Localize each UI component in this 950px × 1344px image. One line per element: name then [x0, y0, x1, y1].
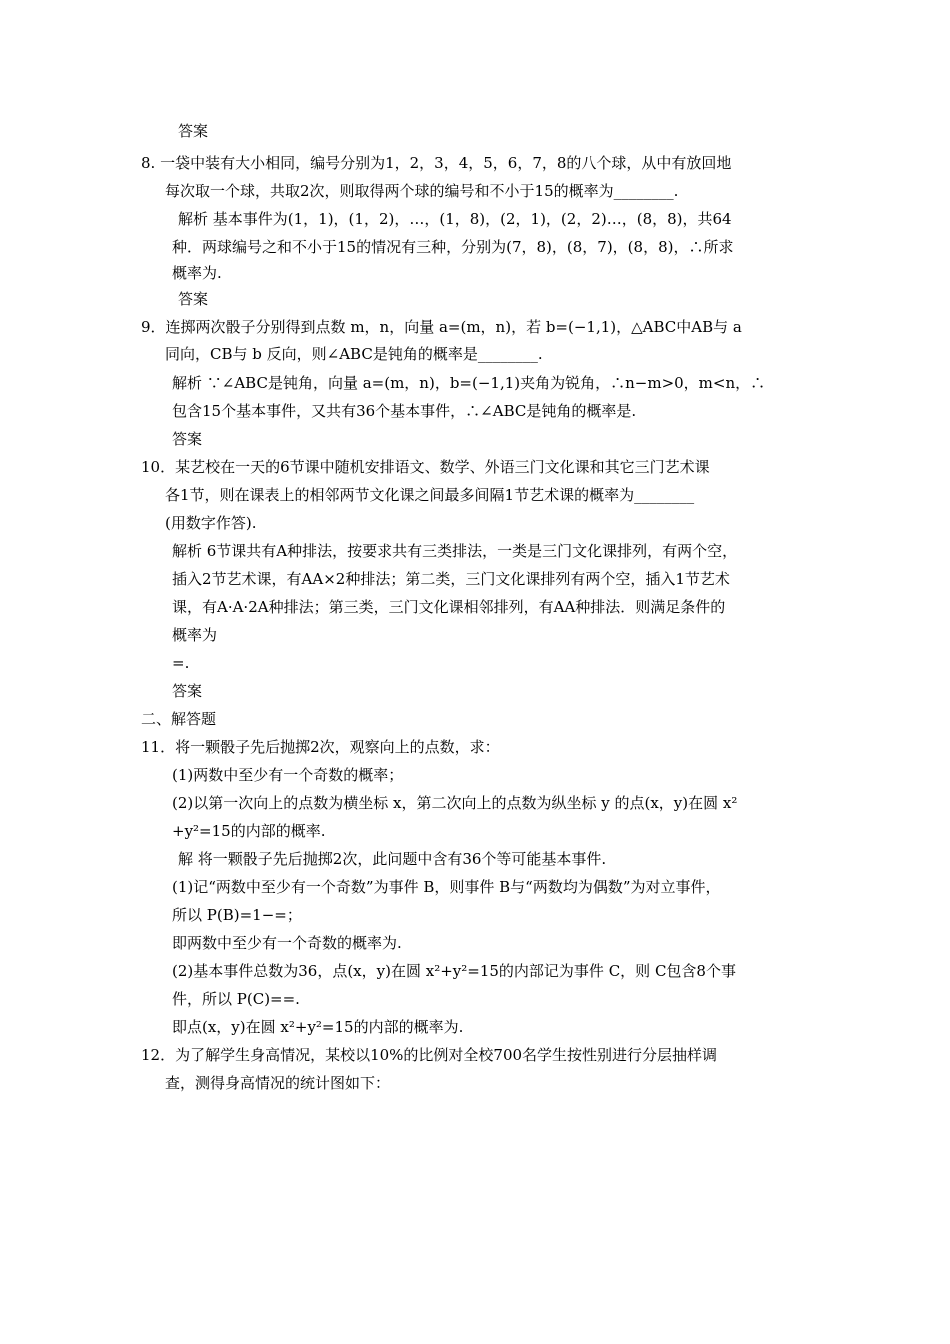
answer-label: 答案 — [178, 290, 209, 308]
problem-9-line-2: 同向，CB与 b 反向，则∠ABC是钝角的概率是________. — [165, 345, 543, 363]
problem-9-solution-line-2: 包含15个基本事件，又共有36个基本事件，∴∠ABC是钝角的概率是. — [172, 402, 637, 420]
problem-8-solution-line-1: 解析 基本事件为(1，1)，(1，2)，…，(1，8)，(2，1)，(2，2)…，(8，8)，共64 — [178, 210, 732, 228]
problem-11-part-1: (1)两数中至少有一个奇数的概率； — [172, 766, 404, 784]
problem-11-solution-2-line-2: 件，所以 P(C)==. — [172, 990, 300, 1008]
section-heading: 二、解答题 — [141, 710, 217, 728]
problem-11-part-2-line-2: +y²=15的内部的概率. — [172, 822, 326, 840]
problem-8-line-1: 8. 一袋中装有大小相同，编号分别为1，2，3，4，5，6，7，8的八个球，从中有放回地 — [141, 154, 732, 172]
problem-10-solution-line-5: =. — [172, 654, 190, 672]
problem-8-solution-line-2: 种．两球编号之和不小于15的情况有三种，分别为(7，8)，(8，7)，(8，8)，∴所求 — [172, 238, 734, 256]
problem-12-line-2: 查，测得身高情况的统计图如下： — [165, 1074, 391, 1092]
problem-10-solution-line-2: 插入2节艺术课，有AA×2种排法；第二类，三门文化课排列有两个空，插入1节艺术 — [172, 570, 730, 588]
problem-11-solution-1-line-2: 所以 P(B)=1−=； — [172, 906, 302, 924]
problem-11-solution-1-line-1: (1)记“两数中至少有一个奇数”为事件 B，则事件 B与“两数均为偶数”为对立事件， — [172, 878, 721, 896]
problem-11-solution-intro: 解 将一颗骰子先后抛掷2次，此问题中含有36个等可能基本事件. — [178, 850, 607, 868]
problem-10-solution-line-3: 课，有A·A·2A种排法；第三类，三门文化课相邻排列，有AA种排法．则满足条件的 — [172, 598, 726, 616]
problem-11-solution-1-line-3: 即两数中至少有一个奇数的概率为. — [172, 934, 402, 952]
problem-11-part-2-line-1: (2)以第一次向上的点数为横坐标 x，第二次向上的点数为纵坐标 y 的点(x，y)在圆 x² — [172, 794, 738, 812]
problem-9-line-1: 9．连掷两次骰子分别得到点数 m，n，向量 a=(m，n)，若 b=(−1,1)，△ABC中AB与 a — [141, 318, 742, 336]
problem-12-line-1: 12．为了解学生身高情况，某校以10%的比例对全校700名学生按性别进行分层抽样调 — [141, 1046, 718, 1064]
answer-label: 答案 — [172, 430, 203, 448]
problem-9-solution-line-1: 解析 ∵∠ABC是钝角，向量 a=(m，n)，b=(−1,1)夹角为锐角，∴n−m>0，m<n，∴ — [172, 374, 766, 392]
answer-label: 答案 — [178, 122, 209, 140]
problem-11-solution-2-line-1: (2)基本事件总数为36，点(x，y)在圆 x²+y²=15的内部记为事件 C，则 C包含8个事 — [172, 962, 736, 980]
problem-8-solution-line-3: 概率为. — [172, 264, 222, 282]
problem-10-line-3: (用数字作答). — [165, 514, 257, 532]
problem-10-solution-line-4: 概率为 — [172, 626, 218, 644]
problem-10-solution-line-1: 解析 6节课共有A种排法，按要求共有三类排法，一类是三门文化课排列，有两个空， — [172, 542, 738, 560]
problem-11-solution-2-line-3: 即点(x，y)在圆 x²+y²=15的内部的概率为. — [172, 1018, 464, 1036]
problem-10-line-1: 10．某艺校在一天的6节课中随机安排语文、数学、外语三门文化课和其它三门艺术课 — [141, 458, 710, 476]
problem-11-line-1: 11．将一颗骰子先后抛掷2次，观察向上的点数，求： — [141, 738, 500, 756]
answer-label: 答案 — [172, 682, 203, 700]
problem-8-line-2: 每次取一个球，共取2次，则取得两个球的编号和不小于15的概率为________. — [165, 182, 679, 200]
problem-10-line-2: 各1节，则在课表上的相邻两节文化课之间最多间隔1节艺术课的概率为________ — [165, 486, 695, 504]
